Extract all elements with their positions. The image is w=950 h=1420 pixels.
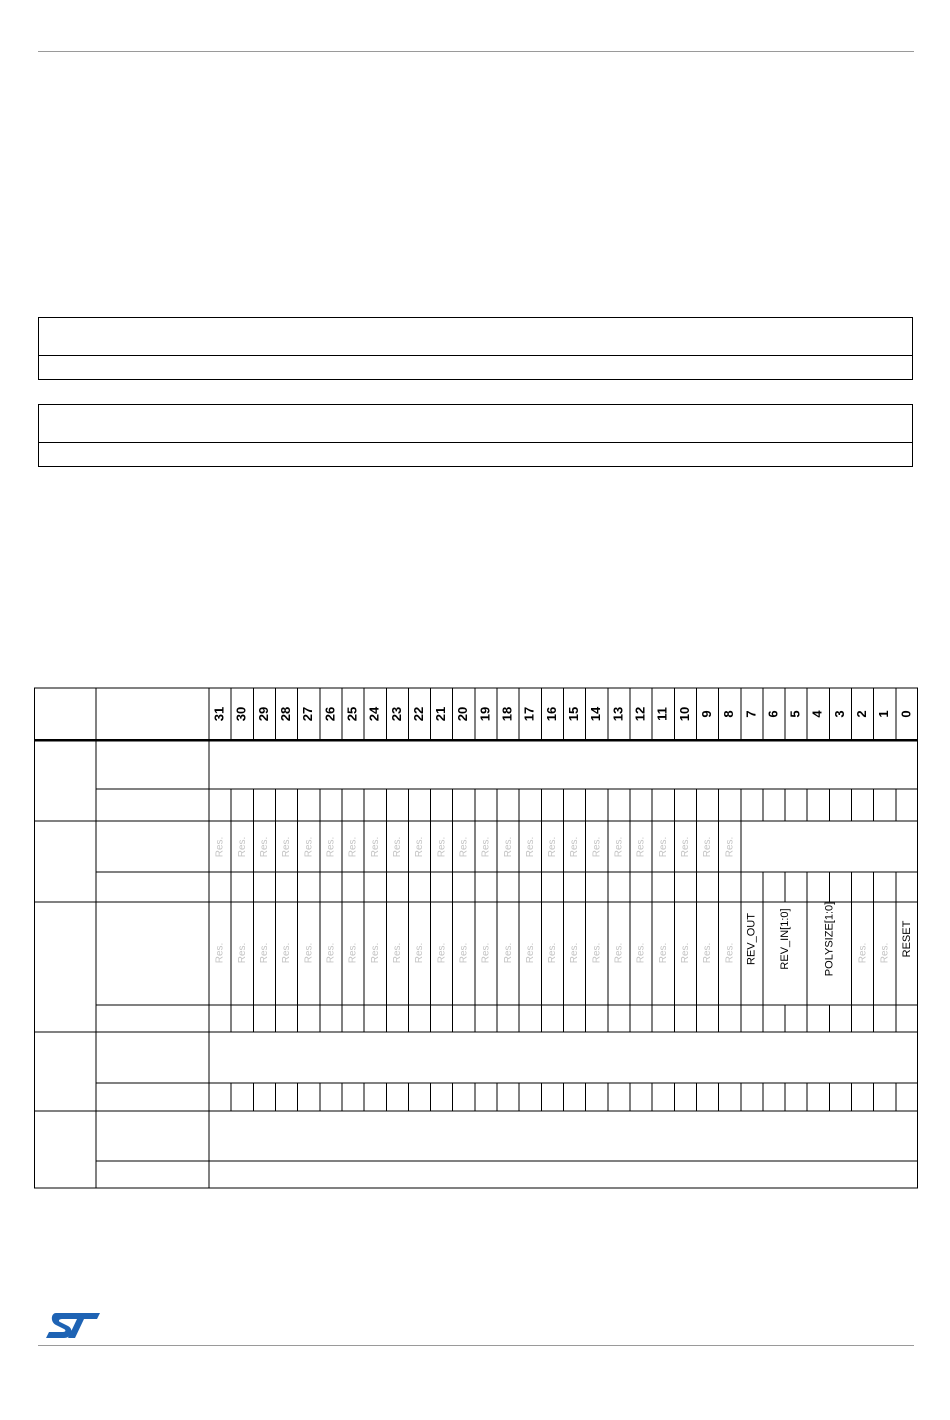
bit-number-6: 6	[765, 710, 781, 718]
bit-number-27: 27	[300, 706, 316, 722]
reserved-bit-label: Res.	[414, 942, 426, 964]
footer-rule	[38, 1345, 914, 1346]
reserved-bit-label: Res.	[524, 836, 536, 858]
field-rev-in: REV_IN[1:0]	[778, 908, 791, 970]
reserved-bit-label: Res.	[680, 836, 691, 858]
reserved-bit-label: Res.	[236, 836, 248, 858]
reserved-bit-label: Res.	[724, 942, 736, 964]
reserved-bit-label: Res.	[259, 942, 271, 964]
reserved-bit-label: Res.	[657, 836, 669, 858]
bit-number-30: 30	[233, 706, 249, 722]
reserved-bit-label: Res.	[236, 942, 248, 964]
reserved-bit-label: Res.	[281, 942, 293, 964]
reserved-bit-label: Res.	[347, 942, 359, 964]
st-logo-icon	[44, 1311, 102, 1339]
bit-number-13: 13	[610, 706, 626, 722]
reserved-bit-label: Res.	[502, 942, 514, 964]
bit-number-1: 1	[876, 710, 892, 718]
reserved-bit-label: Res.	[259, 836, 271, 858]
bit-number-5: 5	[787, 710, 803, 718]
header-rule	[38, 51, 914, 52]
reserved-bit-label: Res.	[569, 836, 581, 858]
reserved-bit-label: Res.	[480, 836, 492, 858]
bit-number-17: 17	[521, 706, 537, 722]
bit-number-20: 20	[455, 706, 471, 722]
info-box-2-divider	[39, 442, 912, 443]
reserved-bit-label: Res.	[436, 942, 448, 964]
info-box-1	[38, 317, 913, 380]
bit-number-25: 25	[344, 706, 360, 722]
bit-number-4: 4	[809, 710, 825, 718]
reserved-bit-label: Res.	[325, 836, 337, 858]
reserved-bit-label: Res.	[635, 942, 647, 964]
bit-number-31: 31	[211, 706, 227, 722]
reserved-bit-label: Res.	[458, 942, 470, 964]
reserved-bit-label: Res.	[369, 836, 381, 858]
reserved-bit-label: Res.	[303, 836, 315, 858]
bit-number-9: 9	[698, 710, 714, 718]
bit-number-19: 19	[477, 706, 493, 722]
bit-number-29: 29	[255, 706, 271, 722]
info-box-2	[38, 404, 913, 467]
bit-number-24: 24	[366, 706, 382, 722]
reserved-bit-label: Res.	[613, 836, 625, 858]
reserved-bit-label: Res.	[591, 942, 603, 964]
bit-number-10: 10	[676, 706, 692, 722]
reserved-bit-label: Res.	[547, 836, 559, 858]
reserved-bit-label: Res.	[724, 836, 736, 858]
bit-number-8: 8	[721, 710, 737, 718]
bit-number-2: 2	[854, 710, 870, 718]
bit-number-12: 12	[632, 706, 648, 722]
reserved-bit-label: Res.	[303, 942, 315, 964]
bit-number-22: 22	[410, 706, 426, 722]
bit-number-0: 0	[898, 710, 914, 718]
reserved-bit-label: Res.	[502, 836, 514, 858]
field-polysize: POLYSIZE[1:0]	[823, 901, 836, 977]
info-box-1-divider	[39, 355, 912, 356]
reserved-bit-label: Res.	[391, 942, 403, 964]
bit-number-14: 14	[588, 706, 604, 722]
reserved-bit-label: Res.	[680, 942, 691, 964]
reserved-bit-label: Res.	[436, 836, 448, 858]
bit-number-7: 7	[743, 710, 759, 718]
st-logo	[44, 1311, 102, 1344]
reserved-bit-label: Res.	[214, 942, 226, 964]
reserved-bit-label: Res.	[458, 836, 470, 858]
reserved-bit-label: Res.	[657, 942, 669, 964]
reserved-bit-label: Res.	[281, 836, 293, 858]
register-map-table	[34, 687, 919, 1190]
reserved-bit-label: Res.	[414, 836, 426, 858]
bit-number-28: 28	[277, 706, 293, 722]
reserved-bit-label: Res.	[857, 942, 869, 964]
reserved-bit-label: Res.	[591, 836, 603, 858]
reserved-bit-label: Res.	[702, 836, 714, 858]
reserved-bit-label: Res.	[879, 942, 891, 964]
reserved-bit-label: Res.	[524, 942, 536, 964]
reserved-bit-label: Res.	[369, 942, 381, 964]
bit-number-16: 16	[543, 706, 559, 722]
reserved-bit-label: Res.	[214, 836, 226, 858]
reserved-bit-label: Res.	[702, 942, 714, 964]
bit-number-21: 21	[433, 706, 449, 722]
bit-number-26: 26	[322, 706, 338, 722]
reserved-bit-label: Res.	[547, 942, 559, 964]
bit-number-15: 15	[566, 706, 582, 722]
reserved-bit-label: Res.	[391, 836, 403, 858]
bit-number-18: 18	[499, 706, 515, 722]
bit-number-23: 23	[388, 706, 404, 722]
bit-number-3: 3	[831, 710, 847, 718]
reserved-bit-label: Res.	[569, 942, 581, 964]
reserved-bit-label: Res.	[347, 836, 359, 858]
field-rev-out: REV_OUT	[745, 913, 758, 965]
field-reset: RESET	[900, 920, 913, 958]
reserved-bit-label: Res.	[325, 942, 337, 964]
reserved-bit-label: Res.	[635, 836, 647, 858]
reserved-bit-label: Res.	[613, 942, 625, 964]
bit-number-11: 11	[654, 707, 670, 721]
reserved-bit-label: Res.	[480, 942, 492, 964]
